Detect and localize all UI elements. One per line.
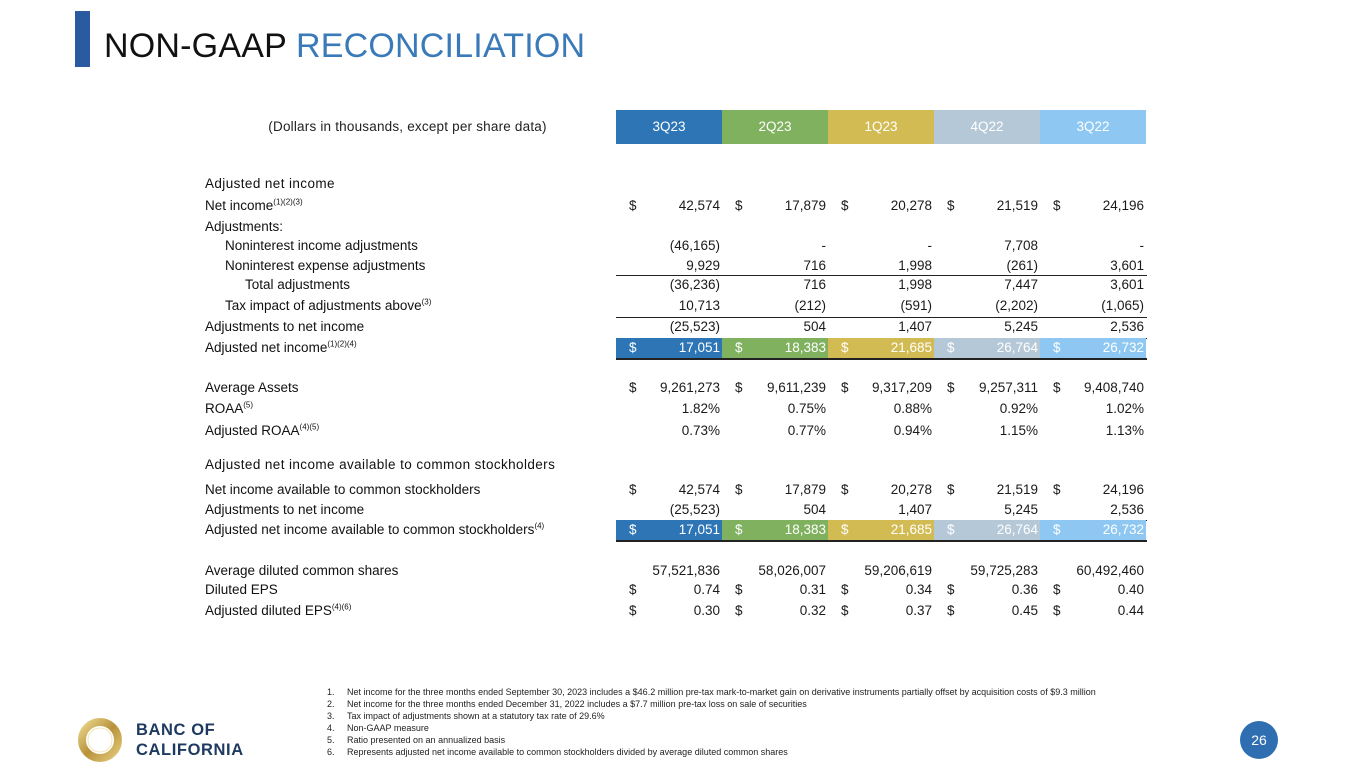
value-cell: [1040, 378, 1146, 398]
cell-value: 7,708: [1004, 238, 1038, 253]
column-header: 3Q22: [1040, 110, 1146, 144]
footnote: 2. Net income for the three months ended December 31, 2022 includes a $7.7 million pre-tax loss on sale of securities: [327, 699, 807, 709]
value-cell: [828, 421, 934, 441]
cell-value: 504: [803, 319, 826, 334]
row-label: [205, 198, 303, 213]
value-cell: [1040, 338, 1146, 358]
value-cell: [934, 399, 1040, 419]
cell-value: 0.45: [1011, 603, 1038, 618]
currency-symbol: $: [947, 603, 955, 618]
row-label-text: Average diluted common shares: [205, 563, 399, 578]
section-heading: Adjusted net income available to common stockholders: [205, 457, 556, 472]
footnote: 4. Non-GAAP measure: [327, 723, 429, 733]
currency-symbol: $: [629, 380, 637, 395]
row-label-text: ROAA: [205, 401, 244, 416]
cell-value: 21,685: [890, 522, 932, 537]
value-cell: [616, 500, 722, 520]
footnote: 3. Tax impact of adjustments shown at a statutory tax rate of 29.6%: [327, 711, 605, 721]
value-cell: [722, 561, 828, 581]
row-label: [225, 258, 425, 273]
row-label-text: Adjusted ROAA: [205, 423, 300, 438]
row-label: [205, 319, 364, 334]
title-part-1: NON-GAAP: [104, 27, 296, 65]
cell-value: 0.31: [799, 582, 826, 597]
cell-value: 2,536: [1110, 319, 1144, 334]
column-header: 3Q23: [616, 110, 722, 144]
currency-symbol: $: [947, 482, 955, 497]
cell-value: 0.30: [693, 603, 720, 618]
cell-value: 0.74: [693, 582, 720, 597]
footnote-ref: (1)(2)(3): [273, 197, 303, 207]
row-divider: [616, 358, 1147, 360]
section-heading: Adjusted net income: [205, 176, 335, 191]
currency-symbol: $: [629, 198, 637, 213]
cell-value: 17,051: [678, 522, 720, 537]
value-cell: [828, 296, 934, 316]
row-label: [205, 423, 319, 438]
cell-value: (1,065): [1101, 298, 1144, 313]
currency-symbol: $: [841, 522, 849, 537]
value-cell: [828, 338, 934, 358]
currency-symbol: $: [735, 522, 743, 537]
currency-symbol: $: [735, 380, 743, 395]
bank-logo: [74, 716, 254, 764]
footnote-ref: (4): [534, 521, 545, 531]
column-header: 1Q23: [828, 110, 934, 144]
cell-value: 20,278: [890, 482, 932, 497]
value-cell: [828, 275, 934, 295]
cell-value: 0.37: [905, 603, 932, 618]
cell-value: (591): [900, 298, 932, 313]
cell-value: 42,574: [678, 482, 720, 497]
row-label-text: Net income: [205, 198, 274, 213]
value-cell: [616, 520, 722, 540]
footnote-ref: (1)(2)(4): [327, 339, 357, 349]
cell-value: 0.88%: [893, 401, 932, 416]
value-cell: [828, 317, 934, 337]
cell-value: 1,407: [898, 502, 932, 517]
cell-value: (46,165): [669, 238, 720, 253]
cell-value: 0.44: [1117, 603, 1144, 618]
currency-symbol: $: [735, 482, 743, 497]
row-label-text: Net income available to common stockholders: [205, 482, 481, 497]
page-title: [104, 26, 585, 66]
value-cell: [722, 317, 828, 337]
value-cell: [934, 317, 1040, 337]
cell-value: 9,408,740: [1083, 380, 1144, 395]
currency-symbol: $: [1053, 198, 1061, 213]
currency-symbol: $: [841, 603, 849, 618]
value-cell: [828, 196, 934, 216]
currency-symbol: $: [841, 582, 849, 597]
value-cell: [828, 480, 934, 500]
cell-value: 3,601: [1110, 258, 1144, 273]
cell-value: 21,519: [996, 198, 1038, 213]
cell-value: (25,523): [669, 319, 720, 334]
footnote: 6. Represents adjusted net income available to common stockholders divided by average diluted common shares: [327, 747, 788, 757]
value-cell: [934, 480, 1040, 500]
currency-symbol: $: [947, 582, 955, 597]
value-cell: [934, 296, 1040, 316]
logo-line-1: BANC OF: [136, 721, 216, 739]
currency-symbol: $: [629, 603, 637, 618]
value-cell: [722, 378, 828, 398]
value-cell: [1040, 236, 1146, 256]
value-cell: [1040, 399, 1146, 419]
cell-value: 1,998: [898, 258, 932, 273]
footnote-ref: (4)(5): [299, 422, 320, 432]
value-cell: [722, 480, 828, 500]
cell-value: 21,519: [996, 482, 1038, 497]
column-header: 4Q22: [934, 110, 1040, 144]
row-label: [205, 380, 299, 395]
cell-value: 59,206,619: [864, 563, 932, 578]
currency-symbol: $: [735, 582, 743, 597]
cell-value: 26,732: [1102, 340, 1144, 355]
value-cell: [722, 601, 828, 621]
value-cell: [934, 421, 1040, 441]
row-label-text: Diluted EPS: [205, 582, 278, 597]
cell-value: 9,611,239: [766, 380, 826, 395]
column-header: 2Q23: [722, 110, 828, 144]
row-label: [205, 340, 357, 355]
currency-symbol: $: [841, 380, 849, 395]
value-cell: [934, 338, 1040, 358]
value-cell: [616, 580, 722, 600]
value-cell: [1040, 580, 1146, 600]
row-label: [205, 582, 278, 597]
cell-value: 0.34: [905, 582, 932, 597]
value-cell: [616, 196, 722, 216]
value-cell: [934, 580, 1040, 600]
value-cell: [722, 580, 828, 600]
value-cell: [1040, 275, 1146, 295]
row-label-text: Noninterest expense adjustments: [225, 258, 426, 273]
row-label: [205, 603, 351, 618]
cell-value: 10,713: [678, 298, 720, 313]
row-label: [205, 563, 398, 578]
currency-symbol: $: [841, 482, 849, 497]
row-label-text: Adjusted net income available to common stockholders: [205, 522, 535, 537]
row-label-text: Adjusted net income: [205, 340, 328, 355]
cell-value: 24,196: [1102, 482, 1144, 497]
value-cell: [1040, 256, 1146, 276]
value-cell: [616, 296, 722, 316]
cell-value: 3,601: [1110, 277, 1144, 292]
cell-value: 17,051: [678, 340, 720, 355]
cell-value: 18,383: [784, 522, 826, 537]
value-cell: [722, 399, 828, 419]
value-cell: [616, 421, 722, 441]
footnote: 5. Ratio presented on an annualized basis: [327, 735, 506, 745]
value-cell: [1040, 480, 1146, 500]
value-cell: [1040, 520, 1146, 540]
currency-symbol: $: [1053, 380, 1061, 395]
cell-value: 1.15%: [999, 423, 1038, 438]
footnote-ref: (3): [421, 297, 432, 307]
cell-value: 0.32: [799, 603, 826, 618]
value-cell: [722, 275, 828, 295]
cell-value: 26,764: [996, 340, 1038, 355]
row-label-text: Adjustments:: [205, 219, 284, 234]
cell-value: -: [927, 238, 932, 253]
currency-symbol: $: [1053, 482, 1061, 497]
currency-symbol: $: [629, 340, 637, 355]
row-label-text: Adjusted diluted EPS: [205, 603, 332, 618]
cell-value: 9,317,209: [871, 380, 932, 395]
cell-value: 1.13%: [1105, 423, 1144, 438]
value-cell: [828, 236, 934, 256]
value-cell: [616, 561, 722, 581]
row-label: [225, 298, 431, 313]
cell-value: 1.82%: [681, 401, 720, 416]
currency-symbol: $: [1053, 603, 1061, 618]
cell-value: -: [1139, 238, 1144, 253]
value-cell: [722, 520, 828, 540]
cell-value: (25,523): [669, 502, 720, 517]
currency-symbol: $: [735, 340, 743, 355]
value-cell: [934, 275, 1040, 295]
page-number-badge: 26: [1240, 721, 1278, 759]
cell-value: 2,536: [1110, 502, 1144, 517]
title-accent-bar: [75, 11, 90, 67]
cell-value: 21,685: [890, 340, 932, 355]
value-cell: [722, 500, 828, 520]
value-cell: [1040, 421, 1146, 441]
cell-value: 59,725,283: [970, 563, 1038, 578]
value-cell: [722, 196, 828, 216]
value-cell: [722, 338, 828, 358]
cell-value: 7,447: [1004, 277, 1038, 292]
row-label: [205, 522, 544, 537]
cell-value: -: [821, 238, 826, 253]
cell-value: 17,879: [784, 198, 826, 213]
value-cell: [934, 196, 1040, 216]
cell-value: 5,245: [1004, 502, 1038, 517]
currency-symbol: $: [947, 198, 955, 213]
row-label-text: Noninterest income adjustments: [225, 238, 418, 253]
cell-value: 716: [803, 258, 826, 273]
value-cell: [616, 236, 722, 256]
value-cell: [934, 236, 1040, 256]
cell-value: 26,764: [996, 522, 1038, 537]
value-cell: [934, 378, 1040, 398]
cell-value: 26,732: [1102, 522, 1144, 537]
logo-line-2: CALIFORNIA: [136, 741, 244, 759]
value-cell: [1040, 561, 1146, 581]
currency-symbol: $: [841, 340, 849, 355]
cell-value: 0.73%: [681, 423, 720, 438]
value-cell: [722, 236, 828, 256]
currency-symbol: $: [841, 198, 849, 213]
cell-value: (212): [794, 298, 826, 313]
value-cell: [934, 256, 1040, 276]
value-cell: [616, 378, 722, 398]
value-cell: [934, 601, 1040, 621]
currency-symbol: $: [629, 522, 637, 537]
row-label: [205, 482, 480, 497]
cell-value: 716: [803, 277, 826, 292]
value-cell: [828, 378, 934, 398]
cell-value: 0.92%: [999, 401, 1038, 416]
row-label: [245, 277, 350, 292]
cell-value: 9,261,273: [659, 380, 720, 395]
footnote-ref: (5): [243, 400, 254, 410]
units-note: (Dollars in thousands, except per share data): [268, 119, 547, 134]
cell-value: 57,521,836: [652, 563, 720, 578]
currency-symbol: $: [629, 582, 637, 597]
title-part-2: RECONCILIATION: [296, 27, 586, 65]
value-cell: [1040, 196, 1146, 216]
cell-value: 1,407: [898, 319, 932, 334]
currency-symbol: $: [735, 603, 743, 618]
row-label-text: Average Assets: [205, 380, 299, 395]
currency-symbol: $: [1053, 340, 1061, 355]
row-divider: [616, 540, 1147, 542]
cell-value: 0.94%: [893, 423, 932, 438]
value-cell: [722, 421, 828, 441]
row-label: [205, 401, 253, 416]
cell-value: 0.75%: [787, 401, 826, 416]
currency-symbol: $: [735, 198, 743, 213]
logo-ring-icon: [74, 716, 126, 764]
cell-value: 0.36: [1011, 582, 1038, 597]
value-cell: [616, 399, 722, 419]
currency-symbol: $: [1053, 582, 1061, 597]
cell-value: 9,257,311: [978, 380, 1038, 395]
currency-symbol: $: [629, 482, 637, 497]
value-cell: [934, 500, 1040, 520]
row-label-text: Tax impact of adjustments above: [225, 298, 422, 313]
currency-symbol: $: [947, 380, 955, 395]
cell-value: 504: [803, 502, 826, 517]
value-cell: [828, 580, 934, 600]
value-cell: [934, 561, 1040, 581]
value-cell: [828, 256, 934, 276]
cell-value: (2,202): [995, 298, 1038, 313]
row-label-text: Adjustments to net income: [205, 319, 365, 334]
value-cell: [1040, 317, 1146, 337]
cell-value: 9,929: [686, 258, 720, 273]
currency-symbol: $: [947, 340, 955, 355]
row-label: [225, 238, 418, 253]
value-cell: [1040, 500, 1146, 520]
cell-value: 1.02%: [1105, 401, 1144, 416]
cell-value: (36,236): [669, 277, 720, 292]
row-label-text: Total adjustments: [245, 277, 351, 292]
footnotes: [327, 686, 1096, 758]
value-cell: [828, 500, 934, 520]
value-cell: [1040, 601, 1146, 621]
footnote: 1. Net income for the three months ended September 30, 2023 includes a $46.2 million pre-tax mark-to-market gain on derivative instruments partially offset by acquisition costs of $9.3 million: [327, 687, 1096, 697]
cell-value: (261): [1006, 258, 1038, 273]
cell-value: 18,383: [784, 340, 826, 355]
cell-value: 17,879: [784, 482, 826, 497]
value-cell: [828, 399, 934, 419]
cell-value: 0.77%: [787, 423, 826, 438]
currency-symbol: $: [1053, 522, 1061, 537]
value-cell: [722, 256, 828, 276]
value-cell: [828, 601, 934, 621]
footnote-ref: (4)(6): [331, 602, 352, 612]
value-cell: [722, 296, 828, 316]
row-label-text: Adjustments to net income: [205, 502, 365, 517]
cell-value: 24,196: [1102, 198, 1144, 213]
value-cell: [828, 520, 934, 540]
value-cell: [616, 601, 722, 621]
value-cell: [934, 520, 1040, 540]
value-cell: [616, 480, 722, 500]
cell-value: 0.40: [1117, 582, 1144, 597]
row-label: [205, 219, 283, 234]
cell-value: 20,278: [890, 198, 932, 213]
value-cell: [828, 561, 934, 581]
value-cell: [616, 338, 722, 358]
value-cell: [616, 317, 722, 337]
value-cell: [616, 256, 722, 276]
currency-symbol: $: [947, 522, 955, 537]
value-cell: [616, 275, 722, 295]
value-cell: [1040, 296, 1146, 316]
cell-value: 1,998: [898, 277, 932, 292]
cell-value: 58,026,007: [758, 563, 826, 578]
row-label: [205, 502, 364, 517]
cell-value: 42,574: [678, 198, 720, 213]
cell-value: 60,492,460: [1076, 563, 1144, 578]
cell-value: 5,245: [1004, 319, 1038, 334]
